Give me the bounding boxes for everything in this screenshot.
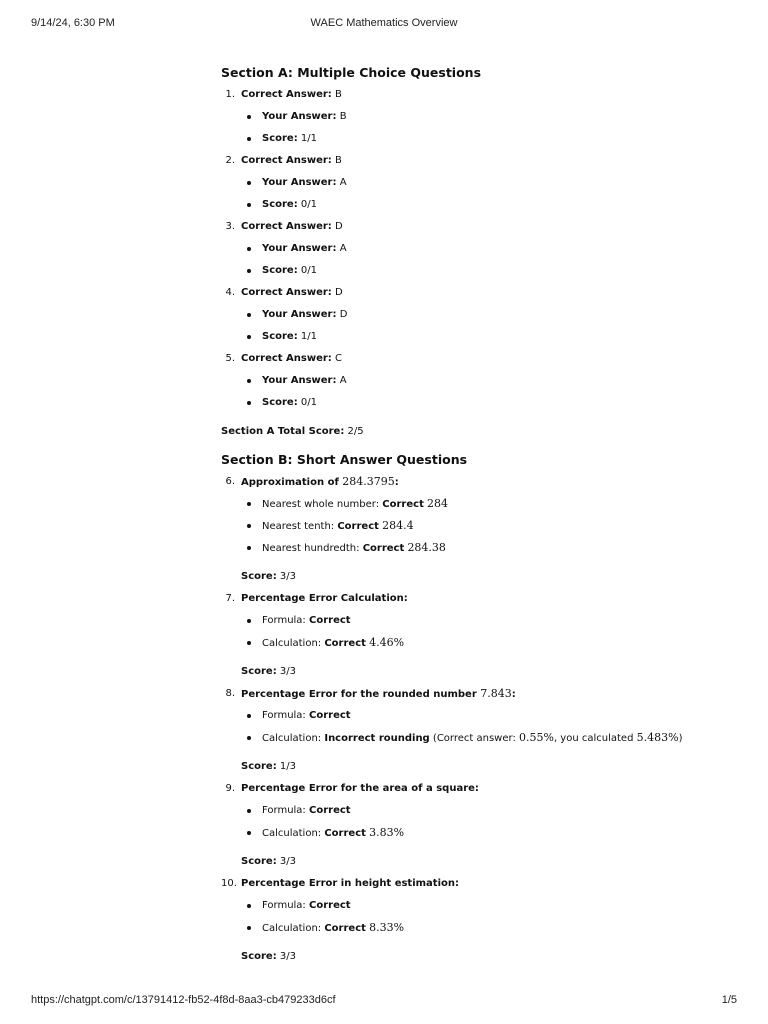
bullet-icon xyxy=(247,641,251,645)
question-value: 284.3795 xyxy=(342,475,395,488)
formula-label: Formula: xyxy=(262,805,306,816)
correct-label: Correct xyxy=(309,615,351,626)
section-a-title: Section A: Multiple Choice Questions xyxy=(221,65,482,80)
your-answer-value: A xyxy=(339,177,347,188)
score-value: 3/3 xyxy=(279,571,296,582)
correct-answer-label: Correct Answer: xyxy=(241,353,332,364)
score-label: Score: xyxy=(262,199,298,210)
question-score xyxy=(221,946,741,968)
bullet-icon xyxy=(247,546,251,550)
section-b-title: Section B: Short Answer Questions xyxy=(221,452,468,467)
bullet-icon xyxy=(247,313,251,317)
score-value: 0/1 xyxy=(300,199,317,210)
your-answer-label: Your Answer: xyxy=(262,309,337,320)
correct-label: Correct xyxy=(309,805,351,816)
question-score xyxy=(221,661,741,683)
calc-note-mid: , you calculated xyxy=(553,733,634,744)
score-value: 1/3 xyxy=(279,761,296,772)
correct-answer-label: Correct Answer: xyxy=(241,287,332,298)
item-value: 284.4 xyxy=(382,519,414,532)
question-8 xyxy=(221,683,741,705)
question-9 xyxy=(221,778,741,800)
score-label: Score: xyxy=(241,571,277,582)
total-score-label: Section A Total Score: xyxy=(221,426,345,437)
question-title: Approximation of xyxy=(241,477,339,488)
section-a-questions xyxy=(221,84,741,414)
question-title: Percentage Error for the rounded number xyxy=(241,689,477,700)
list-item xyxy=(221,194,741,216)
page-title: WAEC Mathematics Overview xyxy=(310,17,458,29)
score-label: Score: xyxy=(262,265,298,276)
correct-label: Correct xyxy=(362,543,405,554)
bullet-icon xyxy=(247,137,251,141)
correct-label: Correct xyxy=(382,499,424,510)
question-4 xyxy=(221,282,741,304)
question-title: Percentage Error in height estimation: xyxy=(241,878,460,889)
list-item xyxy=(221,106,741,128)
question-number: 5. xyxy=(225,353,235,364)
correct-answer-value: C xyxy=(335,353,342,364)
score-value: 1/1 xyxy=(300,133,317,144)
calculation-label: Calculation: xyxy=(262,638,322,649)
question-1 xyxy=(221,84,741,106)
bullet-icon xyxy=(247,401,251,405)
list-item xyxy=(221,610,741,632)
list-item xyxy=(221,727,741,749)
page-header xyxy=(0,17,768,31)
list-item xyxy=(221,326,741,348)
bullet-icon xyxy=(247,714,251,718)
page-number: 1/5 xyxy=(721,994,737,1006)
list-item xyxy=(221,260,741,282)
item-value: 284 xyxy=(427,497,449,510)
calculation-value: 3.83% xyxy=(369,826,405,839)
bullet-icon xyxy=(247,115,251,119)
correct-label: Correct xyxy=(324,828,366,839)
total-score-value: 2/5 xyxy=(347,426,364,437)
question-colon: : xyxy=(511,689,516,700)
correct-label: Correct xyxy=(324,923,366,934)
question-number: 6. xyxy=(225,476,235,487)
question-6 xyxy=(221,471,741,493)
your-answer-value: A xyxy=(339,375,347,386)
score-label: Score: xyxy=(262,397,298,408)
score-label: Score: xyxy=(262,331,298,342)
calculation-value: 4.46% xyxy=(369,636,405,649)
question-5 xyxy=(221,348,741,370)
your-answer-label: Your Answer: xyxy=(262,111,337,122)
bullet-icon xyxy=(247,831,251,835)
your-answer-value: B xyxy=(339,111,347,122)
correct-answer-value: B xyxy=(335,89,342,100)
list-item xyxy=(221,705,741,727)
correct-value: 0.55% xyxy=(519,731,554,744)
item-label: Nearest tenth: xyxy=(262,521,335,532)
question-number: 10. xyxy=(221,878,237,889)
bullet-icon xyxy=(247,619,251,623)
calculation-value: 8.33% xyxy=(369,921,405,934)
correct-answer-value: B xyxy=(335,155,342,166)
bullet-icon xyxy=(247,181,251,185)
incorrect-label: Incorrect rounding xyxy=(324,733,430,744)
question-3 xyxy=(221,216,741,238)
bullet-icon xyxy=(247,203,251,207)
list-item xyxy=(221,537,741,559)
list-item xyxy=(221,238,741,260)
question-value: 7.843 xyxy=(480,687,512,700)
bullet-icon xyxy=(247,502,251,506)
list-item xyxy=(221,800,741,822)
question-number: 8. xyxy=(225,688,235,699)
calc-note-open: (Correct answer: xyxy=(432,733,516,744)
bullet-icon xyxy=(247,809,251,813)
correct-answer-label: Correct Answer: xyxy=(241,89,332,100)
question-score xyxy=(221,851,741,873)
calc-note-close: ) xyxy=(678,733,683,744)
list-item xyxy=(221,493,741,515)
score-value: 3/3 xyxy=(279,666,296,677)
list-item xyxy=(221,895,741,917)
list-item xyxy=(221,632,741,654)
score-label: Score: xyxy=(241,761,277,772)
score-value: 3/3 xyxy=(279,951,296,962)
print-datetime: 9/14/24, 6:30 PM xyxy=(31,17,115,29)
your-answer-value: D xyxy=(339,309,348,320)
correct-answer-value: D xyxy=(335,221,343,232)
score-value: 1/1 xyxy=(300,331,317,342)
correct-label: Correct xyxy=(337,521,379,532)
question-number: 4. xyxy=(225,287,235,298)
source-url[interactable]: https://chatgpt.com/c/13791412-fb52-4f8d-8aa3-cb479233d6cf xyxy=(31,994,336,1006)
bullet-icon xyxy=(247,736,251,740)
score-value: 3/3 xyxy=(279,856,296,867)
calculation-label: Calculation: xyxy=(262,733,322,744)
list-item xyxy=(221,172,741,194)
question-title: Percentage Error Calculation: xyxy=(241,593,408,604)
question-number: 9. xyxy=(225,783,235,794)
score-value: 0/1 xyxy=(300,397,317,408)
correct-answer-label: Correct Answer: xyxy=(241,221,332,232)
score-label: Score: xyxy=(241,666,277,677)
list-item xyxy=(221,128,741,150)
correct-label: Correct xyxy=(309,900,351,911)
score-value: 0/1 xyxy=(300,265,317,276)
calculation-label: Calculation: xyxy=(262,923,322,934)
question-score xyxy=(221,756,741,778)
your-answer-label: Your Answer: xyxy=(262,375,337,386)
bullet-icon xyxy=(247,524,251,528)
list-item xyxy=(221,917,741,939)
item-label: Nearest whole number: xyxy=(262,499,380,510)
question-title: Percentage Error for the area of a square: xyxy=(241,783,479,794)
bullet-icon xyxy=(247,247,251,251)
document-body xyxy=(221,62,741,968)
question-number: 2. xyxy=(225,155,235,166)
your-answer-label: Your Answer: xyxy=(262,243,337,254)
bullet-icon xyxy=(247,926,251,930)
correct-answer-label: Correct Answer: xyxy=(241,155,332,166)
correct-label: Correct xyxy=(309,710,351,721)
your-answer-label: Your Answer: xyxy=(262,177,337,188)
bullet-icon xyxy=(247,335,251,339)
bullet-icon xyxy=(247,904,251,908)
correct-label: Correct xyxy=(324,638,366,649)
page-footer xyxy=(0,994,768,1008)
bullet-icon xyxy=(247,379,251,383)
formula-label: Formula: xyxy=(262,615,306,626)
question-number: 3. xyxy=(225,221,235,232)
list-item xyxy=(221,304,741,326)
list-item xyxy=(221,822,741,844)
item-label: Nearest hundredth: xyxy=(262,543,360,554)
question-score xyxy=(221,566,741,588)
question-colon: : xyxy=(394,477,399,488)
question-7 xyxy=(221,588,741,610)
your-answer-value: A xyxy=(339,243,347,254)
formula-label: Formula: xyxy=(262,710,306,721)
bullet-icon xyxy=(247,269,251,273)
score-label: Score: xyxy=(262,133,298,144)
question-number: 7. xyxy=(225,593,235,604)
question-10 xyxy=(221,873,741,895)
correct-answer-value: D xyxy=(335,287,343,298)
question-number: 1. xyxy=(225,89,235,100)
section-a-total xyxy=(221,421,741,443)
list-item xyxy=(221,370,741,392)
item-value: 284.38 xyxy=(407,541,446,554)
list-item xyxy=(221,392,741,414)
formula-label: Formula: xyxy=(262,900,306,911)
score-label: Score: xyxy=(241,951,277,962)
question-2 xyxy=(221,150,741,172)
calculation-label: Calculation: xyxy=(262,828,322,839)
score-label: Score: xyxy=(241,856,277,867)
list-item xyxy=(221,515,741,537)
your-value: 5.483% xyxy=(636,731,679,744)
